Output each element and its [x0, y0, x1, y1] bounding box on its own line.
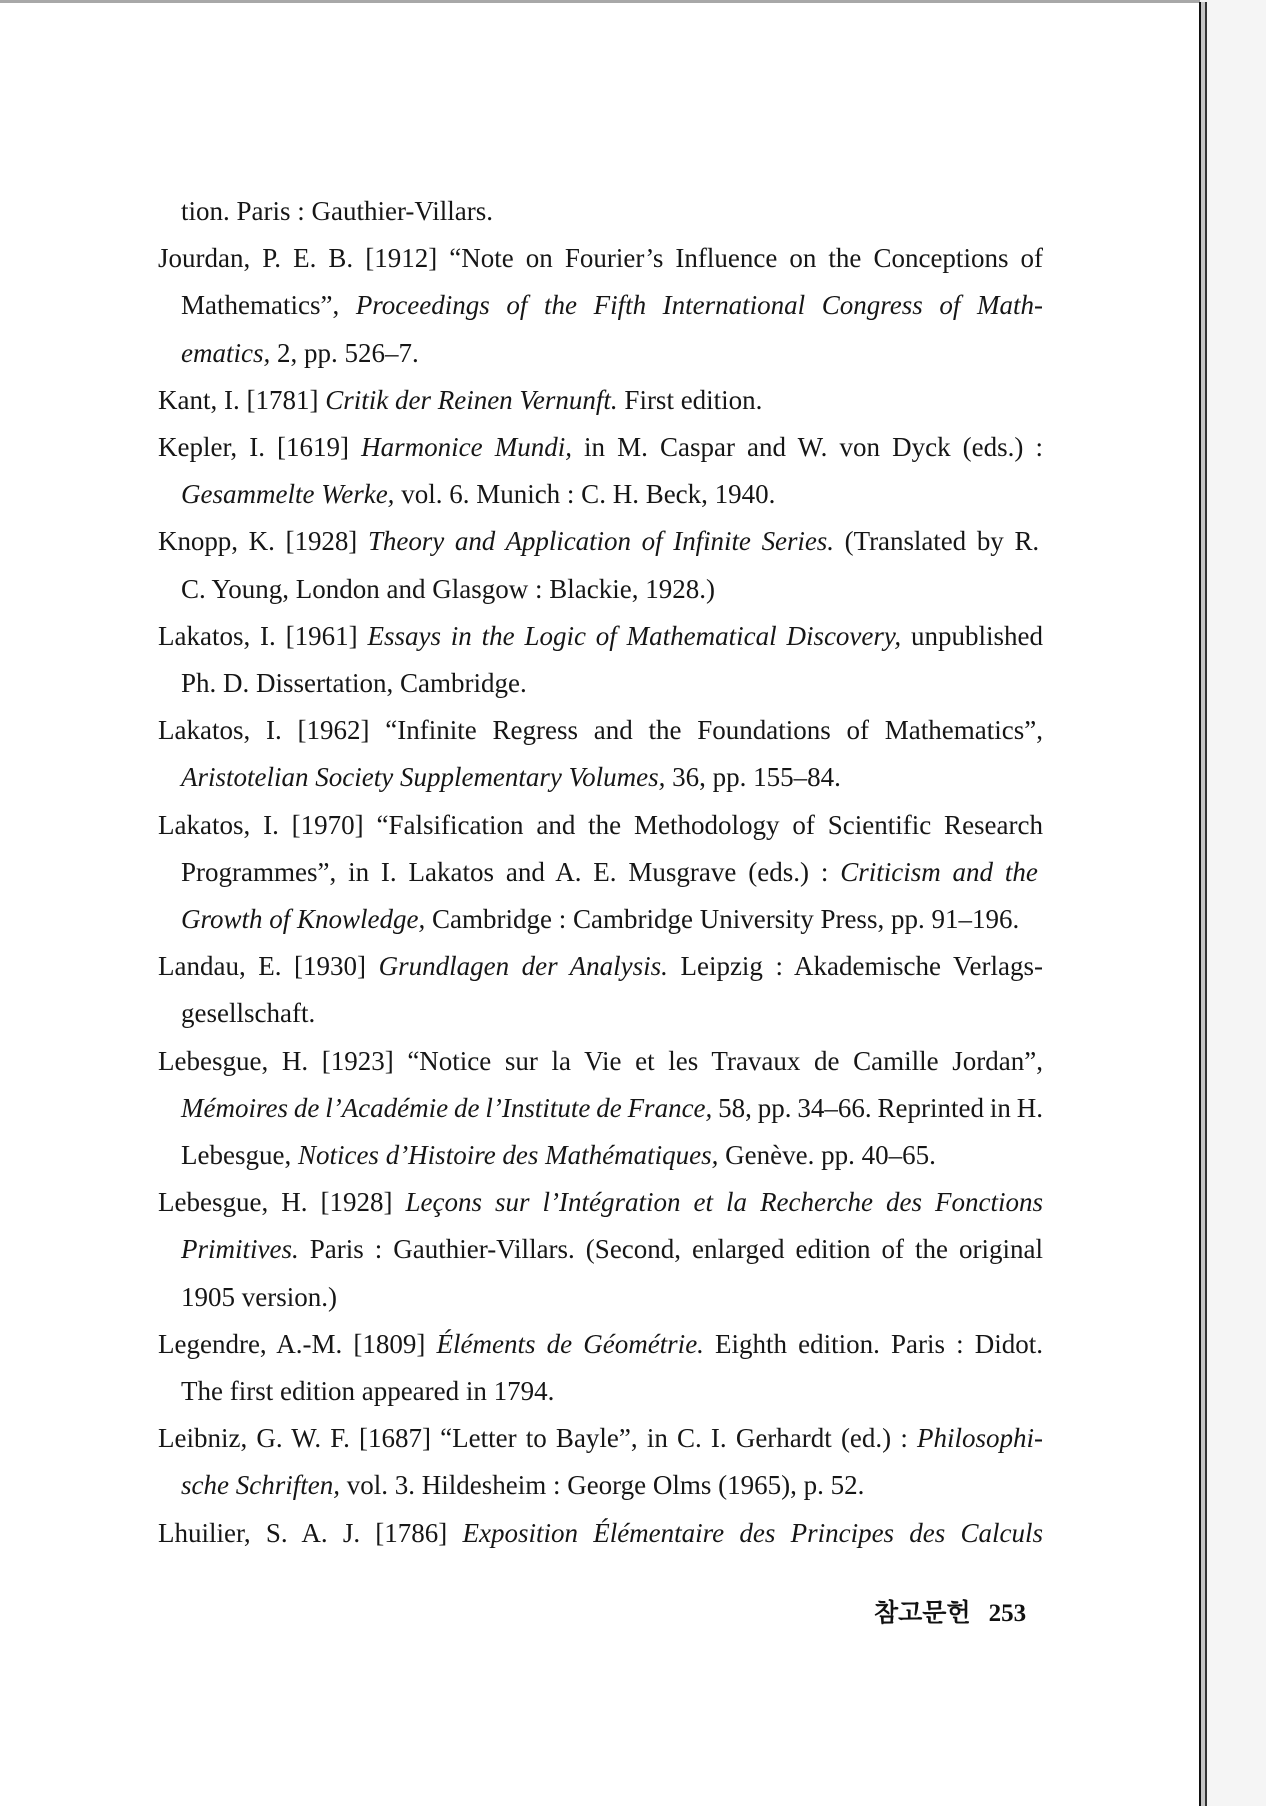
reference-line — [158, 424, 1043, 471]
reference-text: gesellschaft. — [181, 998, 316, 1029]
reference-text: Programmes”, in I. Lakatos and A. E. Musgrave (eds.) : — [181, 856, 841, 887]
reference-title-italic: Growth of Knowledge, — [181, 904, 426, 934]
reference-title-italic: sche Schriften, — [181, 1470, 340, 1501]
reference-title-italic: Notices d’Histoire des Mathématiques, — [297, 1140, 719, 1170]
reference-text: 1905 version.) — [181, 1281, 337, 1312]
reference-text: in M. Caspar and W. von Dyck (eds.) : — [571, 432, 1043, 462]
reference-title-italic: Exposition Élémentaire des Principes des Calculs — [462, 1517, 1043, 1548]
reference-line-text — [158, 1321, 1043, 1368]
reference-line-text — [181, 188, 493, 235]
reference-text: vol. 3. Hildesheim : George Olms (1965), p. 52. — [339, 1470, 865, 1501]
reference-line-text — [158, 235, 1043, 282]
reference-line — [181, 896, 1043, 943]
reference-text: Jourdan, P. E. B. [1912] “Note on Fourier’s Influence on the Conceptions of — [158, 243, 1043, 274]
reference-title-italic: Primitives. — [181, 1234, 299, 1265]
reference-text: 36, pp. 155–84. — [665, 762, 841, 793]
reference-text: 2, pp. 526–7. — [270, 337, 419, 368]
reference-line — [158, 1179, 1043, 1226]
reference-title-italic: Essays in the Logic of Mathematical Discovery, — [367, 620, 902, 651]
reference-title-italic: Harmonice Mundi, — [361, 432, 572, 462]
reference-line-text — [181, 566, 715, 613]
reference-line-text — [181, 1274, 337, 1321]
reference-line-text — [181, 330, 419, 377]
reference-line-text — [181, 754, 841, 801]
reference-line — [158, 1415, 1043, 1462]
reference-text: Leipzig : Akademische Verlags- — [667, 951, 1043, 982]
reference-line — [181, 282, 1043, 329]
reference-line — [158, 707, 1043, 754]
reference-line — [158, 518, 1043, 565]
reference-title-italic: Aristotelian Society Supplementary Volumes, — [181, 762, 666, 793]
reference-text: Genève. pp. 40–65. — [718, 1140, 936, 1170]
reference-title-italic: Leçons sur l’Intégration et la Recherche des Fonctions — [405, 1187, 1043, 1218]
reference-title-italic: Philosophi- — [917, 1423, 1043, 1454]
reference-line-text — [181, 849, 1038, 896]
reference-line-text — [181, 471, 775, 518]
reference-line — [158, 1038, 1043, 1085]
reference-text: (Translated by R. — [833, 526, 1040, 557]
reference-line-text — [158, 1179, 1043, 1226]
reference-title-italic: Critik der Reinen Vernunft. — [325, 384, 618, 415]
reference-line-text — [181, 660, 527, 707]
reference-line — [158, 613, 1043, 660]
reference-text: Legendre, A.-M. [1809] — [158, 1328, 437, 1359]
reference-text: Lebesgue, H. [1923] “Notice sur la Vie et les Travaux de Camille Jordan”, — [158, 1045, 1043, 1076]
reference-text: unpublished — [901, 620, 1043, 651]
reference-title-italic: Mémoires de l’Académie de l’Institute de France, — [181, 1092, 713, 1123]
reference-line-text — [181, 282, 1043, 329]
reference-line — [181, 1132, 1043, 1179]
reference-text: C. Young, London and Glasgow : Blackie, 1928.) — [181, 573, 715, 604]
reference-title-italic: ematics, — [181, 337, 271, 368]
reference-line-text — [181, 1085, 1043, 1132]
reference-text: Eighth edition. Paris : Didot. — [703, 1328, 1043, 1359]
reference-line-text — [158, 943, 1043, 990]
reference-line — [158, 943, 1043, 990]
reference-text: vol. 6. Munich : C. H. Beck, 1940. — [394, 479, 776, 510]
reference-text: Mathematics”, — [181, 290, 356, 321]
reference-line-text — [158, 377, 762, 424]
reference-text: Kant, I. [1781] — [158, 384, 326, 415]
reference-text: Ph. D. Dissertation, Cambridge. — [181, 668, 527, 698]
reference-line-text — [158, 1038, 1043, 1085]
running-footer-section: 참고문헌 — [874, 1600, 971, 1627]
reference-text: Lhuilier, S. A. J. [1786] — [158, 1517, 463, 1548]
reference-line-text — [181, 1462, 864, 1509]
reference-text: tion. Paris : Gauthier-Villars. — [181, 196, 494, 226]
reference-line — [158, 802, 1043, 849]
reference-title-italic: Criticism and the — [840, 856, 1038, 887]
reference-line-text — [158, 518, 1039, 565]
reference-line-text — [158, 424, 1043, 471]
reference-text: Cambridge : Cambridge University Press, pp. 91–196. — [425, 904, 1020, 934]
reference-line — [181, 1085, 1043, 1132]
reference-title-italic: Grundlagen der Analysis. — [378, 951, 668, 982]
reference-line-text — [158, 613, 1043, 660]
reference-line-text — [158, 802, 1043, 849]
reference-line — [181, 566, 1043, 613]
reference-line — [181, 1226, 1043, 1273]
reference-text: Landau, E. [1930] — [158, 951, 379, 982]
reference-line-text — [158, 1510, 1043, 1557]
reference-title-italic: Éléments de Géométrie. — [436, 1328, 704, 1359]
reference-line — [181, 849, 1043, 896]
reference-line-text — [181, 1368, 554, 1415]
reference-title-italic: Gesammelte Werke, — [181, 479, 395, 510]
reference-line — [158, 235, 1043, 282]
reference-line-text — [181, 1132, 936, 1179]
reference-line — [158, 1321, 1043, 1368]
page-footer — [874, 1593, 1044, 1629]
page-edge — [1199, 2, 1207, 1806]
reference-line — [181, 1368, 1043, 1415]
page-number: 253 — [988, 1600, 1027, 1627]
reference-text: First edition. — [617, 384, 763, 415]
reference-line — [181, 1274, 1043, 1321]
reference-text: Knopp, K. [1928] — [158, 526, 368, 557]
reference-text: Leibniz, G. W. F. [1687] “Letter to Bayle”, in C. I. Gerhardt (ed.) : — [158, 1423, 917, 1454]
reference-text: Kepler, I. [1619] — [158, 432, 362, 462]
reference-line-text — [181, 1226, 1043, 1273]
reference-line — [181, 990, 1043, 1037]
reference-line — [181, 660, 1043, 707]
reference-line — [181, 754, 1043, 801]
reference-text: The first edition appeared in 1794. — [181, 1376, 555, 1406]
reference-line-text — [181, 990, 315, 1037]
reference-line — [181, 1462, 1043, 1509]
reference-line — [181, 188, 1043, 235]
reference-text: Lakatos, I. [1970] “Falsification and the Methodology of Scientific Research — [158, 809, 1043, 840]
reference-line — [181, 471, 1043, 518]
reference-text: Lebesgue, H. [1928] — [158, 1187, 406, 1218]
reference-line — [158, 1510, 1043, 1557]
reference-line — [181, 330, 1043, 377]
reference-text: Paris : Gauthier-Villars. (Second, enlarged edition of the original — [298, 1234, 1043, 1265]
reference-line-text — [158, 707, 1043, 754]
reference-text: Lebesgue, — [181, 1140, 298, 1170]
reference-text: Lakatos, I. [1961] — [158, 620, 368, 651]
reference-line-text — [181, 896, 1019, 943]
reference-text: Lakatos, I. [1962] “Infinite Regress and the Foundations of Mathematics”, — [158, 715, 1043, 746]
reference-title-italic: Theory and Application of Infinite Series. — [367, 526, 834, 557]
reference-line-text — [158, 1415, 1043, 1462]
reference-text: 58, pp. 34–66. Reprinted in H. — [712, 1092, 1043, 1123]
reference-title-italic: Proceedings of the Fifth International Congress of Math- — [355, 290, 1043, 321]
reference-line — [158, 377, 1043, 424]
